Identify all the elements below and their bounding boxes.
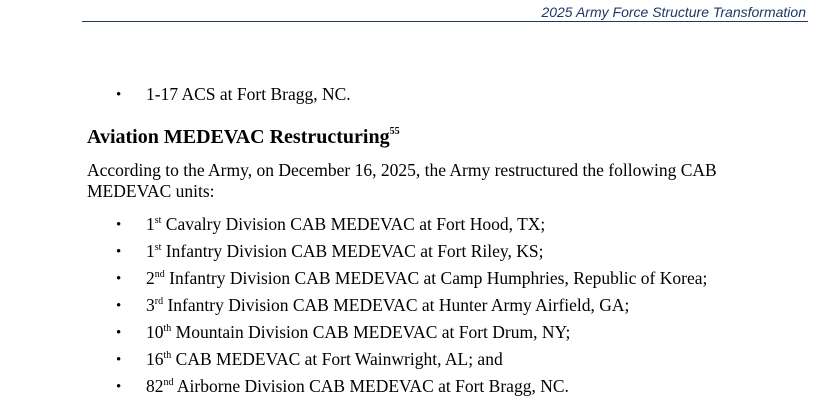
list-item-text: CAB MEDEVAC at Fort Wainwright, AL; and [171, 349, 503, 369]
list-item-text: 1-17 ACS at Fort Bragg, NC. [146, 84, 351, 104]
bullet-icon: • [116, 217, 122, 233]
ordinal-number: 1 [146, 241, 155, 261]
ordinal-number: 2 [146, 268, 155, 288]
list-item [116, 214, 545, 235]
footnote-ref[interactable]: 55 [389, 126, 400, 137]
bullet-icon: • [116, 352, 122, 368]
list-item-text: Airborne Division CAB MEDEVAC at Fort Bragg, NC. [173, 376, 569, 396]
bullet-icon: • [116, 87, 122, 103]
ordinal-suffix: nd [163, 377, 174, 388]
list-item [116, 84, 351, 105]
ordinal-number: 1 [146, 214, 155, 234]
list-item [116, 349, 503, 370]
ordinal-number: 10 [146, 322, 164, 342]
ordinal-suffix: st [154, 242, 162, 253]
list-item [116, 268, 707, 289]
running-header-title: 2025 Army Force Structure Transformation [541, 4, 806, 20]
list-item [116, 241, 544, 262]
list-item [116, 322, 570, 343]
intro-paragraph: According to the Army, on December 16, 2025, the Army restructured the following CAB MEDEVAC units: [87, 160, 717, 201]
ordinal-suffix: th [163, 350, 172, 361]
ordinal-suffix: st [154, 215, 162, 226]
list-item-text: Infantry Division CAB MEDEVAC at Fort Riley, KS; [161, 241, 544, 261]
section-title: Aviation MEDEVAC Restructuring [87, 126, 390, 148]
bullet-icon: • [116, 325, 122, 341]
list-item-text: Mountain Division CAB MEDEVAC at Fort Drum, NY; [171, 322, 571, 342]
ordinal-suffix: nd [154, 269, 165, 280]
bullet-icon: • [116, 244, 122, 260]
list-item [116, 376, 569, 397]
ordinal-suffix: th [163, 323, 172, 334]
ordinal-number: 82 [146, 376, 164, 396]
bullet-icon: • [116, 298, 122, 314]
bullet-icon: • [116, 379, 122, 395]
ordinal-suffix: rd [154, 296, 164, 307]
bullet-icon: • [116, 271, 122, 287]
ordinal-number: 16 [146, 349, 164, 369]
section-heading [87, 125, 400, 149]
ordinal-number: 3 [146, 295, 155, 315]
list-item-text: Cavalry Division CAB MEDEVAC at Fort Hood, TX; [161, 214, 546, 234]
list-item-text: Infantry Division CAB MEDEVAC at Camp Humphries, Republic of Korea; [164, 268, 708, 288]
list-item [116, 295, 629, 316]
list-item-text: Infantry Division CAB MEDEVAC at Hunter Army Airfield, GA; [163, 295, 630, 315]
running-header [82, 4, 808, 22]
